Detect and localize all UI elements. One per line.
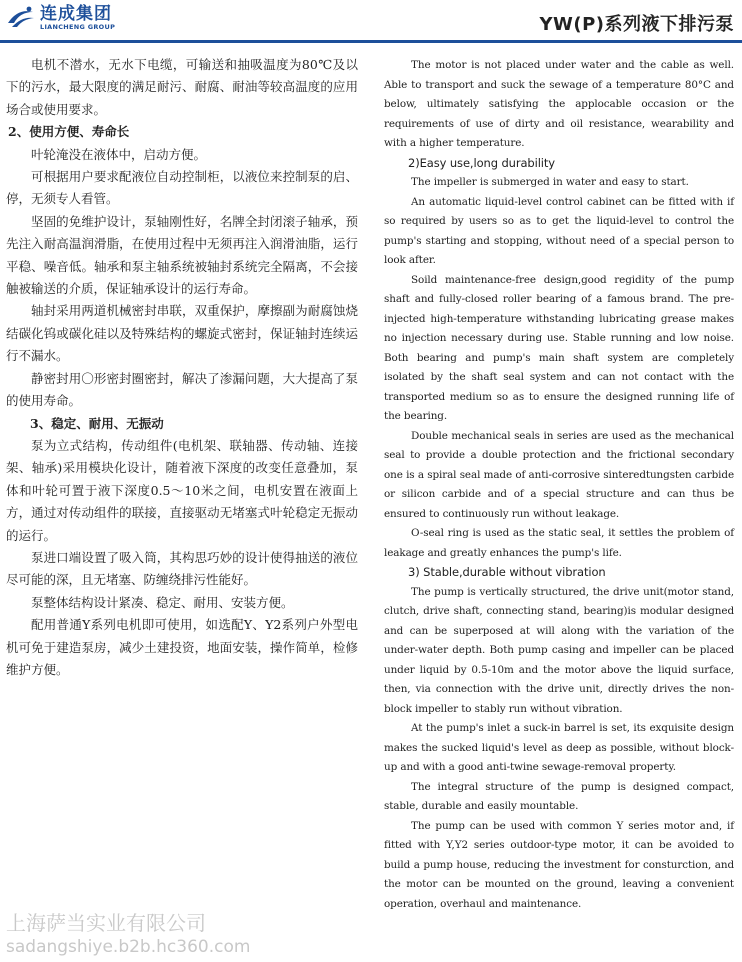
logo-english-name: LIANCHENG GROUP: [40, 23, 116, 31]
cn-paragraph-suck-in-barrel: 泵进口端设置了吸入筒，其构思巧妙的设计使得抽送的液位尽可能的深，且无堵塞、防缠绕排污性能好。: [6, 549, 358, 588]
lc-logo-icon: [6, 4, 36, 32]
cn-paragraph-motor: 电机不潜水，无水下电缆，可输送和抽吸温度为80℃及以下的污水，最大限度的满足耐污、耐腐、耐油等较高温度的应用场合或使用要求。: [6, 57, 358, 117]
en-heading-stable: 3) Stable,durable without vibration: [408, 565, 606, 579]
cn-paragraph-motor-options: 配用普通Y系列电机即可使用，如选配Y、Y2系列户外型电机可免于建造泵房，减少土建投资，地面安装，操作简单，检修维护方便。: [6, 617, 358, 677]
en-paragraph-maintenance-free: Soild maintenance-free design,good regidity of the pump shaft and fully-closed roller bearing of a famous brand. The pre-injected high-temperature withstanding lubricating grease makes no injection necessary during use. Stable running and low noise. Both bearing and pump's main shaft system are completely isolated by the shaft seal system and can not contact with the transported medium so as to ensure the designed running life of the bearing.: [384, 273, 734, 422]
cn-paragraph-o-seal: 静密封用〇形密封圈密封，解决了渗漏问题，大大提高了泵的使用寿命。: [6, 370, 358, 409]
en-paragraph-impeller: The impeller is submerged in water and easy to start.: [411, 176, 689, 188]
en-heading-easy-use: 2)Easy use,long durability: [408, 155, 556, 170]
en-paragraph-compact: The integral structure of the pump is designed compact, stable, durable and easily mountable.: [384, 780, 734, 812]
cn-heading-easy-use: 2、使用方便、寿命长: [8, 124, 130, 140]
watermark: [6, 910, 250, 958]
en-paragraph-o-seal: O-seal ring is used as the static seal, it settles the problem of leakage and greatly enhances the pump's life.: [384, 527, 734, 559]
en-paragraph-control-cabinet: An automatic liquid-level control cabinet can be fitted with if so required by users so as to get the liquid-level to control the pump's starting and stopping, without need of a special person to look after.: [384, 195, 734, 266]
company-logo: [6, 4, 115, 32]
logo-chinese-name: 连成集团: [40, 4, 112, 24]
header-divider: [0, 40, 742, 43]
watermark-company: 上海萨当实业有限公司: [6, 911, 206, 935]
chinese-column: [6, 54, 358, 681]
cn-paragraph-impeller: 叶轮淹没在液体中，启动方便。: [31, 146, 207, 162]
cn-paragraph-mechanical-seal: 轴封采用两道机械密封串联，双重保护，摩擦副为耐腐蚀烧结碳化钨或碳化硅以及特殊结构的螺旋式密封，保证轴封连续运行不漏水。: [6, 303, 358, 364]
en-paragraph-motor-options: The pump can be used with common Y series motor and, if fitted with Y,Y2 series outdoor-type motor, it can be avoided to build a pump house, reducing the investment for consturction, and the motor can be mounted on the ground, leaving a convenient operation, overhaul and maintenance.: [384, 819, 734, 910]
en-paragraph-motor: The motor is not placed under water and the cable as well. Able to transport and suck the sewage of a temperature 80°C and below, ultimately satisfying the applocable occasion or the requirements of use of dirty and oil resistance, wearability and with a higher temperature.: [384, 59, 734, 149]
watermark-url: sadangshiye.b2b.hc360.com: [6, 937, 251, 957]
cn-heading-stable: 3、稳定、耐用、无振动: [30, 415, 164, 431]
cn-paragraph-maintenance-free: 坚固的免维护设计，泵轴刚性好，名牌全封闭滚子轴承，预先注入耐高温润滑脂，在使用过程中无须再注入润滑油脂，运行平稳、噪音低。轴承和泵主轴系统被轴封系统完全隔离，不会接触被输送的介质，保证轴承设计的运行寿命。: [6, 213, 358, 297]
en-paragraph-vertical-structure: The pump is vertically structured, the drive unit(motor stand, clutch, drive shaft, connecting stand, bearing)is modular designed and can be superposed at will along with the variation of the under-water depth. Both pump casing and impeller can be placed under liquid by 0.5-10m and the motor above the liquid surface, then, via connection with the drive unit, directly drives the non-block impeller to stably run without vibration.: [384, 585, 734, 715]
english-column: [384, 56, 734, 914]
en-paragraph-mechanical-seal: Double mechanical seals in series are used as the mechanical seal to provide a double protection and the frictional secondary one is a spiral seal made of anti-corrosive sinteredtungsten carbide or silicon carbide and of a special structure and can thus be ensured to continuously run without leakage.: [384, 429, 734, 520]
cn-paragraph-control-cabinet: 可根据用户要求配液位自动控制柜，以液位来控制泵的启、停，无须专人看管。: [6, 169, 358, 207]
page-title: YW(P)系列液下排污泵: [539, 14, 734, 35]
cn-paragraph-vertical-structure: 泵为立式结构，传动组件(电机架、联轴器、传动轴、连接架、轴承)采用模块化设计，随着液下深度的改变任意叠加，泵体和叶轮可置于液下深度0.5～10米之间，电机安置在液面上方，通过对传动组件的联接，直接驱动无堵塞式叶轮稳定无振动的运行。: [6, 437, 358, 543]
cn-paragraph-compact: 泵整体结构设计紧凑、稳定、耐用、安装方便。: [31, 594, 294, 610]
page-header: [0, 0, 742, 44]
en-paragraph-suck-in-barrel: At the pump's inlet a suck-in barrel is set, its exquisite design makes the sucked liquid's level as deep as possible, without block-up and with a good anti-twine sewage-removal property.: [384, 722, 734, 773]
